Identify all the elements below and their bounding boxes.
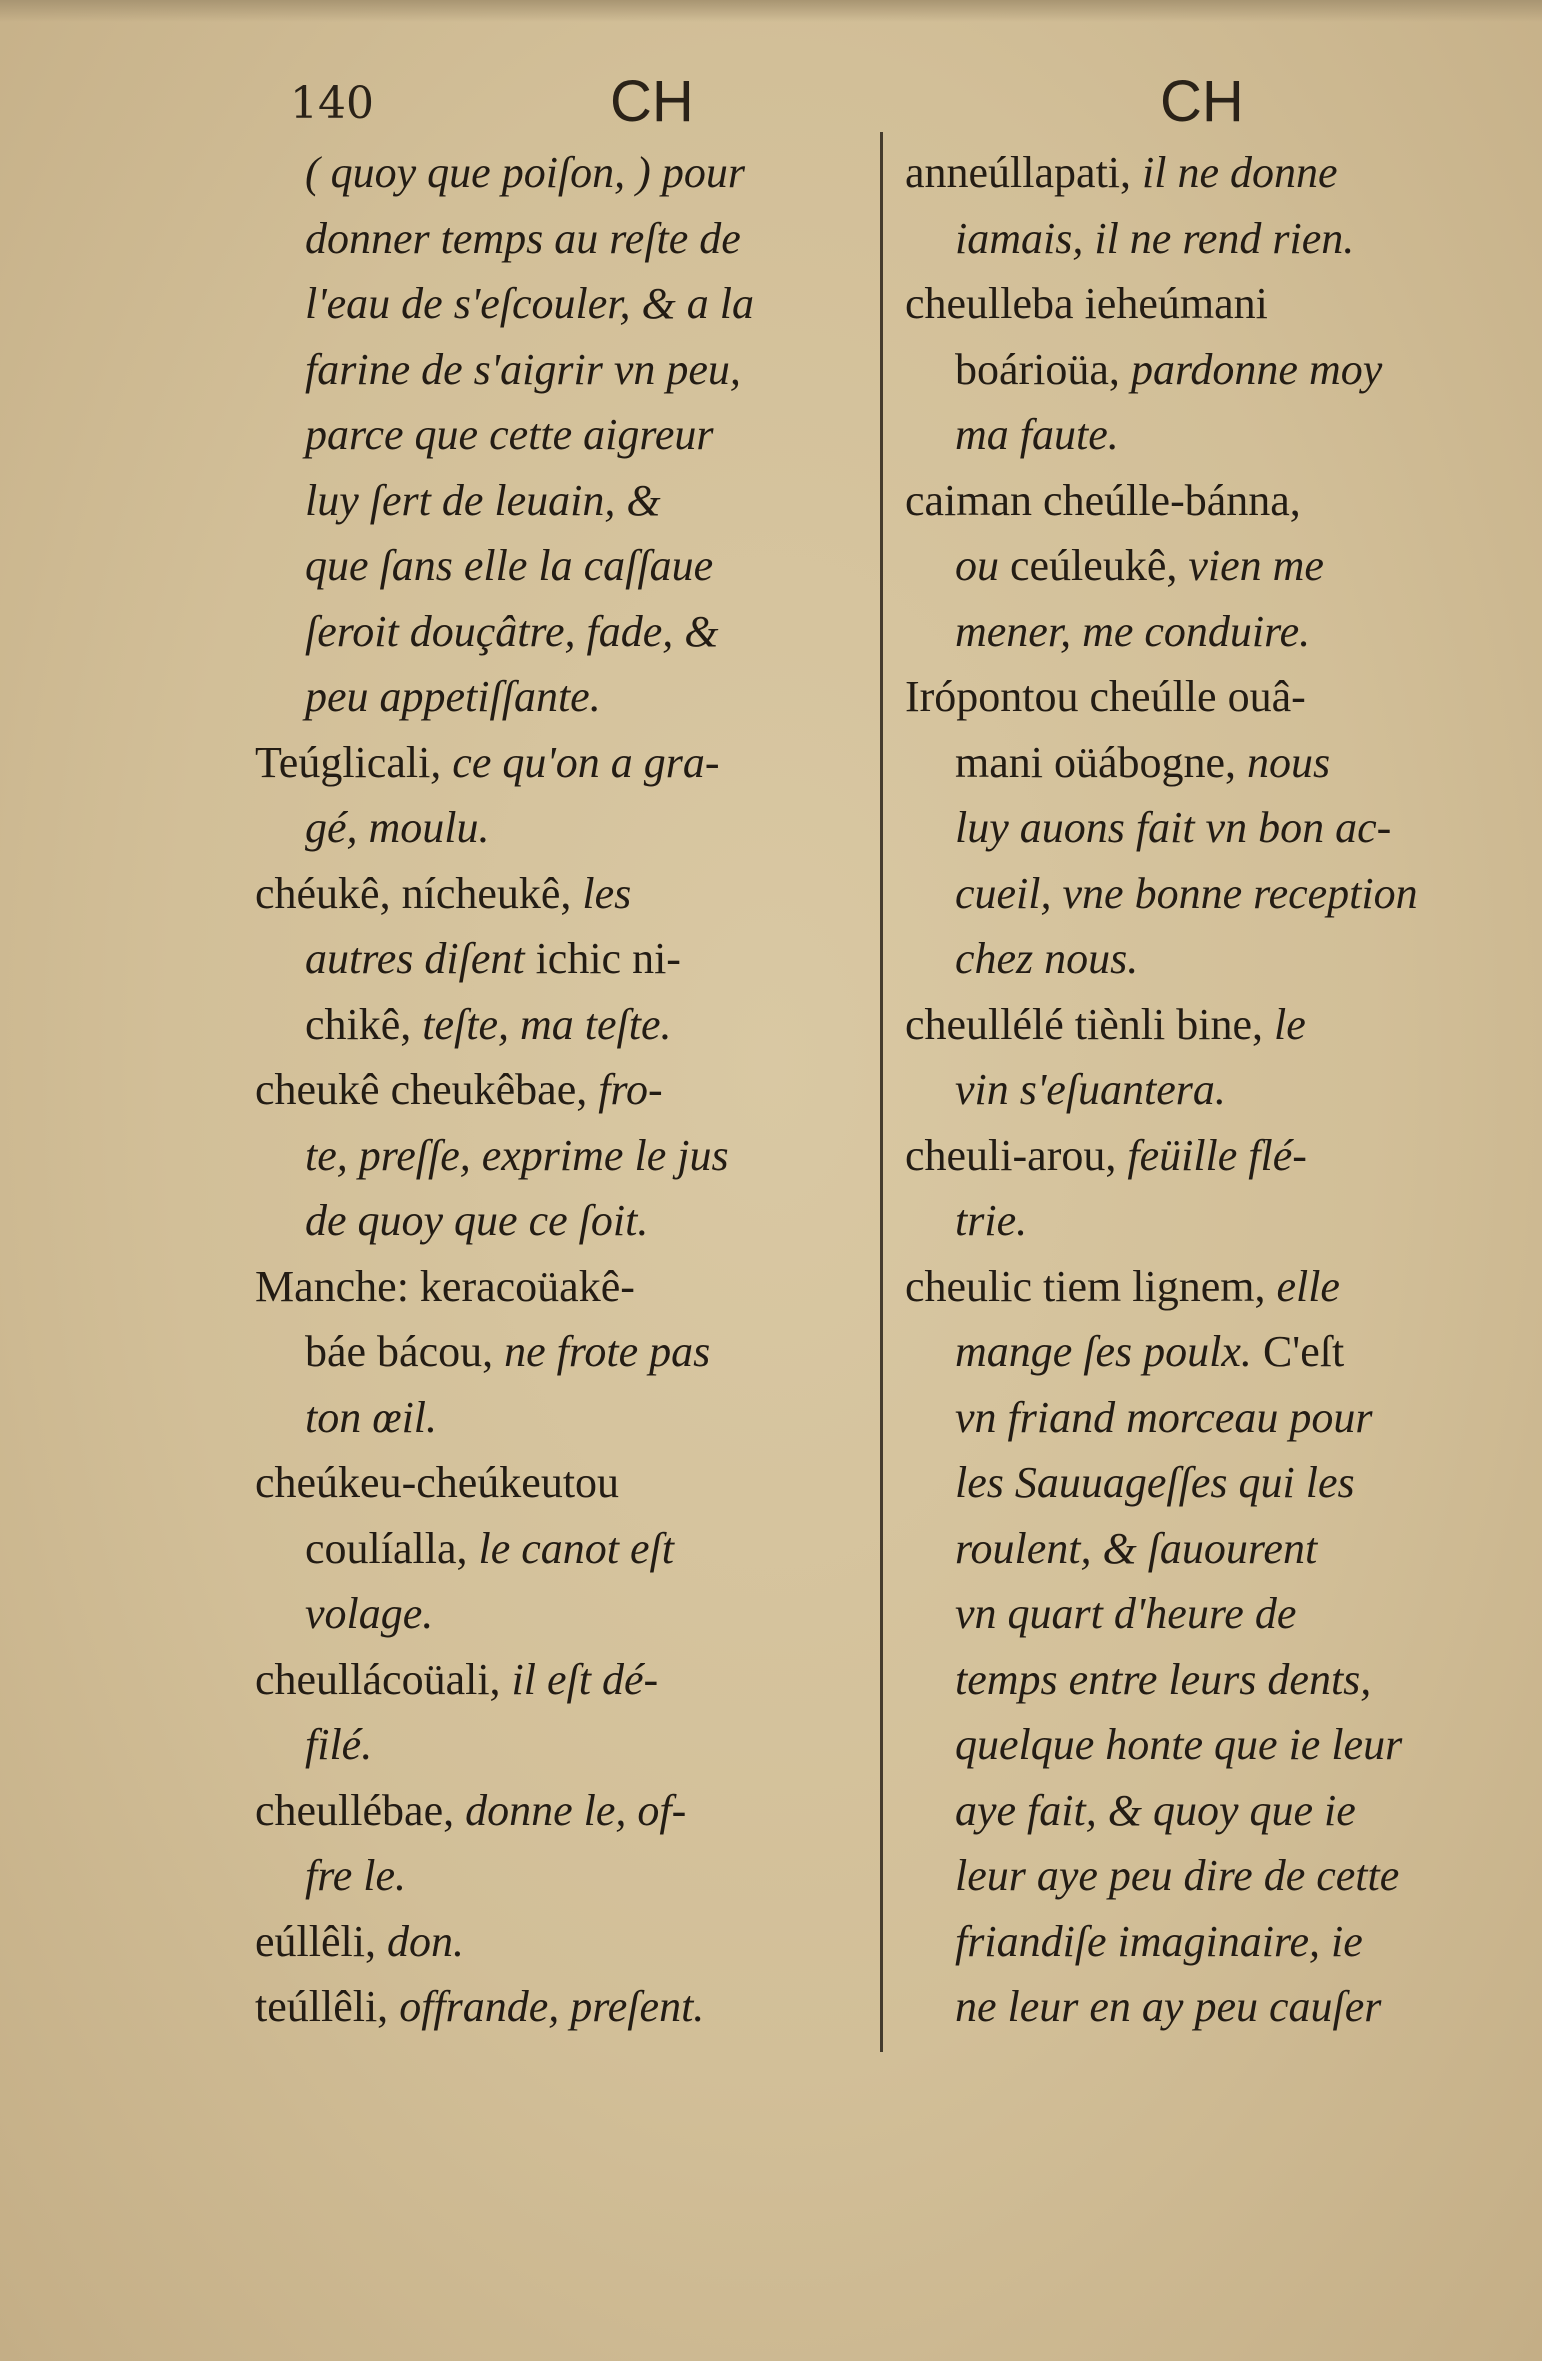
right-running-head: CH: [1160, 69, 1244, 134]
text-line: [255, 533, 865, 599]
entry-word: anneúllapati,: [905, 148, 1143, 197]
italic-gloss: fre le.: [305, 1851, 406, 1900]
text-line: [255, 861, 865, 927]
italic-gloss: nous: [1247, 737, 1331, 787]
italic-gloss: cueil, vne bonne reception: [955, 868, 1418, 918]
entry-word: Irópontou cheúlle ouâ-: [905, 672, 1306, 721]
running-header: [0, 60, 1542, 140]
entry-word: cheulic tiem lignem,: [905, 1261, 1277, 1311]
text-line: [255, 926, 865, 992]
italic-gloss: peu appetiſſante.: [305, 672, 601, 721]
left-running-head: CH: [610, 69, 694, 134]
text-line: [905, 1778, 1505, 1844]
text-line: [255, 337, 865, 403]
text-line: [255, 1909, 865, 1975]
entry-word: Manche: keracoüakê-: [255, 1261, 635, 1311]
italic-gloss: l'eau de s'eſcouler, & a la: [305, 279, 754, 328]
left-column: [255, 140, 865, 2040]
text-line: [255, 140, 865, 206]
entry-word: chikê,: [305, 999, 423, 1049]
text-line: [905, 271, 1505, 337]
italic-gloss: que ſans elle la caſſaue: [305, 541, 714, 590]
text-line: [905, 1843, 1505, 1909]
italic-gloss: autres diſent: [305, 934, 536, 983]
italic-gloss: vn quart d'heure de: [955, 1589, 1297, 1638]
italic-gloss: aye fait, & quoy que ie: [955, 1785, 1356, 1835]
text-line: [255, 664, 865, 730]
right-column: [905, 140, 1505, 2040]
text-line: [905, 206, 1505, 272]
italic-gloss: les: [582, 868, 632, 918]
italic-gloss: luy ſert de leuain, &: [305, 475, 661, 525]
text-line: [255, 795, 865, 861]
text-line: [905, 1647, 1505, 1713]
italic-gloss: offrande, preſent.: [399, 1982, 705, 2031]
italic-gloss: il ne donne: [1142, 148, 1338, 197]
text-line: [905, 1581, 1505, 1647]
text-line: [255, 402, 865, 468]
italic-gloss: les Sauuageſſes qui les: [955, 1458, 1355, 1507]
text-line: [255, 1385, 865, 1451]
text-line: [905, 599, 1505, 665]
text-line: [255, 468, 865, 534]
italic-gloss: mener, me conduire.: [955, 606, 1311, 656]
text-line: [255, 1057, 865, 1123]
italic-gloss: vn friand morceau pour: [955, 1392, 1373, 1442]
italic-gloss: ne frote pas: [504, 1327, 711, 1376]
text-line: [905, 795, 1505, 861]
entry-word: caiman cheúlle-bánna,: [905, 475, 1301, 525]
italic-gloss: feüille flé-: [1127, 1130, 1307, 1180]
italic-gloss: le: [1273, 999, 1306, 1049]
text-line: [905, 926, 1505, 992]
text-line: [255, 1123, 865, 1189]
text-line: [255, 271, 865, 337]
page-number: 140: [290, 78, 374, 129]
text-line: [255, 1974, 865, 2040]
entry-word: cheullácoüali,: [255, 1654, 512, 1704]
text-line: [905, 1319, 1505, 1385]
entry-word: cheulleba ieheúmani: [905, 279, 1268, 328]
entry-word: ceúleukê,: [1010, 541, 1189, 590]
italic-gloss: donner temps au reſte de: [305, 213, 741, 263]
text-line: [255, 1581, 865, 1647]
italic-gloss: fro-: [598, 1065, 663, 1114]
italic-gloss: le canot eſt: [478, 1523, 674, 1573]
entry-word: chéukê, nícheukê,: [255, 868, 583, 918]
text-line: [905, 1974, 1505, 2040]
column-divider: [880, 132, 883, 2052]
entry-word: cheukê cheukêbae,: [255, 1065, 599, 1114]
italic-gloss: vin s'eſuantera.: [955, 1065, 1226, 1114]
text-line: [255, 1712, 865, 1778]
italic-gloss: filé.: [305, 1720, 373, 1769]
italic-gloss: pardonne moy: [1130, 344, 1383, 394]
italic-gloss: farine de s'aigrir vn peu,: [305, 344, 741, 394]
text-line: [905, 861, 1505, 927]
italic-gloss: friandiſe imaginaire, ie: [955, 1916, 1363, 1966]
text-line: [905, 1254, 1505, 1320]
italic-gloss: mange ſes poulx.: [955, 1327, 1263, 1376]
text-line: [255, 1319, 865, 1385]
italic-gloss: ma faute.: [955, 410, 1119, 459]
text-line: [905, 1385, 1505, 1451]
text-line: [905, 1712, 1505, 1778]
text-line: [905, 337, 1505, 403]
entry-word: ichic ni-: [535, 934, 681, 983]
italic-gloss: volage.: [305, 1589, 434, 1638]
entry-word: cheuli-arou,: [905, 1130, 1128, 1180]
italic-gloss: roulent, & ſauourent: [955, 1523, 1318, 1573]
text-line: [905, 1516, 1505, 1582]
text-line: [255, 992, 865, 1058]
text-line: [905, 1909, 1505, 1975]
italic-gloss: don.: [386, 1916, 464, 1966]
entry-word: teúllêli,: [255, 1982, 400, 2031]
italic-gloss: te, preſſe, exprime le jus: [305, 1130, 729, 1180]
entry-word: cheullélé tiènli bine,: [905, 999, 1274, 1049]
italic-gloss: vien me: [1188, 541, 1324, 590]
italic-gloss: parce que cette aigreur: [305, 410, 714, 459]
text-line: [905, 468, 1505, 534]
italic-gloss: quelque honte que ie leur: [955, 1720, 1403, 1769]
text-line: [255, 1647, 865, 1713]
entry-word: Teúglicali: [255, 737, 431, 787]
italic-gloss: iamais, il ne rend rien.: [955, 213, 1355, 263]
text-line: [255, 1188, 865, 1254]
text-line: [905, 402, 1505, 468]
entry-word: báe bácou,: [305, 1327, 505, 1376]
entry-word: mani oüábogne,: [955, 737, 1248, 787]
text-line: [905, 992, 1505, 1058]
entry-word: eúllêli,: [255, 1916, 387, 1966]
text-line: [255, 1450, 865, 1516]
text-line: [255, 1778, 865, 1844]
italic-gloss: , ce qu'on a gra-: [430, 737, 720, 787]
text-line: [255, 1254, 865, 1320]
italic-gloss: gé, moulu.: [305, 803, 490, 852]
italic-gloss: teſte, ma teſte.: [422, 999, 672, 1049]
entry-word: cheullébae,: [255, 1785, 466, 1835]
italic-gloss: temps entre leurs dents,: [955, 1654, 1372, 1704]
text-line: [905, 1188, 1505, 1254]
text-line: [255, 1843, 865, 1909]
text-line: [905, 1123, 1505, 1189]
entry-word: cheúkeu-cheúkeutou: [255, 1458, 620, 1507]
text-line: [255, 1516, 865, 1582]
text-line: [905, 533, 1505, 599]
italic-gloss: chez nous.: [955, 934, 1139, 983]
italic-gloss: ſeroit douçâtre, fade, &: [305, 606, 719, 656]
text-line: [905, 730, 1505, 796]
entry-word: boárioüa,: [955, 344, 1131, 394]
italic-gloss: ton œil.: [305, 1392, 438, 1442]
entry-word: C'eſt: [1262, 1327, 1345, 1376]
italic-gloss: trie.: [955, 1196, 1028, 1245]
text-line: [255, 206, 865, 272]
italic-gloss: ( quoy que poiſon, ) pour: [305, 148, 745, 197]
text-line: [905, 140, 1505, 206]
italic-gloss: de quoy que ce ſoit.: [305, 1196, 649, 1245]
italic-gloss: ou: [955, 541, 1010, 590]
text-line: [905, 1057, 1505, 1123]
text-line: [905, 664, 1505, 730]
italic-gloss: ne leur en ay peu cauſer: [955, 1982, 1382, 2031]
text-line: [255, 599, 865, 665]
text-line: [255, 730, 865, 796]
italic-gloss: il eſt dé-: [511, 1654, 659, 1704]
italic-gloss: elle: [1276, 1261, 1340, 1311]
text-line: [905, 1450, 1505, 1516]
italic-gloss: donne le, of-: [465, 1785, 687, 1835]
italic-gloss: leur aye peu dire de cette: [955, 1851, 1400, 1900]
entry-word: coulíalla,: [305, 1523, 479, 1573]
page-top-edge: [0, 0, 1542, 22]
italic-gloss: luy auons fait vn bon ac-: [955, 803, 1392, 852]
